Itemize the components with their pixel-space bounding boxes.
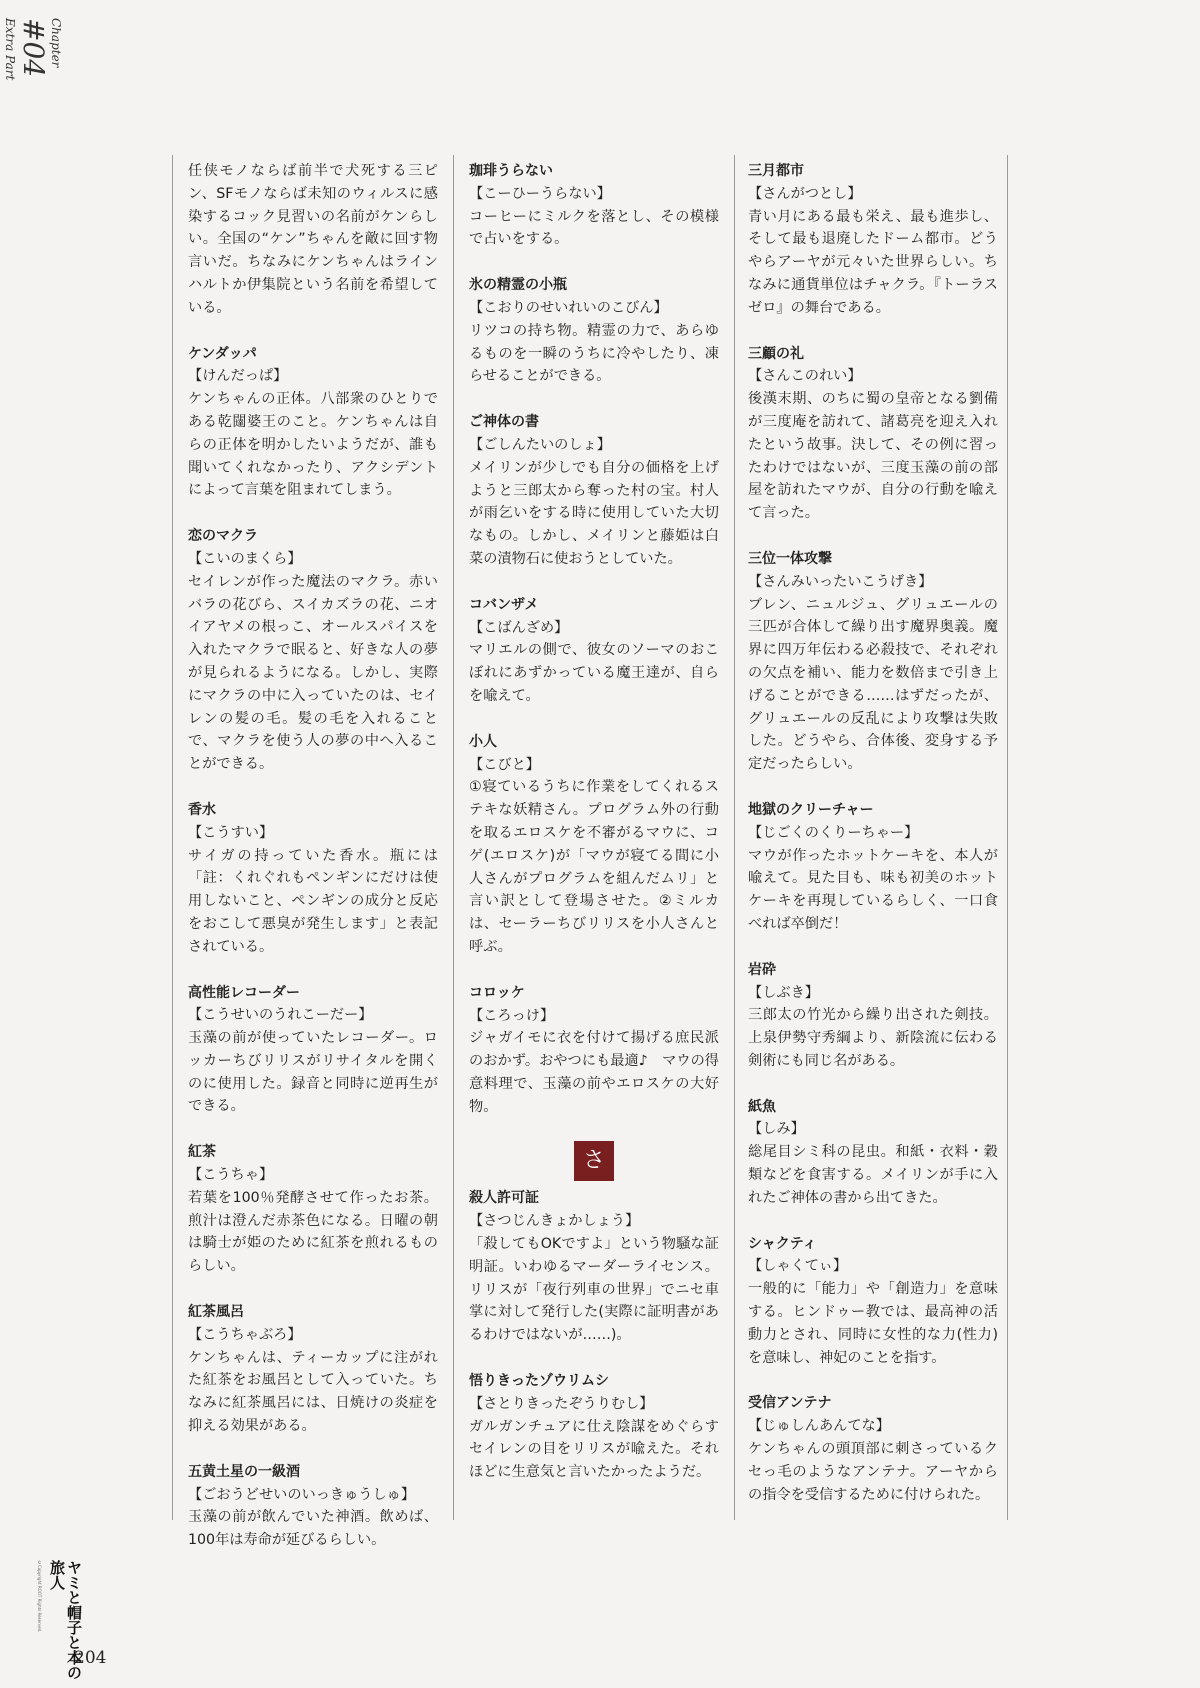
glossary-entry <box>469 982 719 1119</box>
entry-description: メイリンが少しでも自分の価格を上げようと三郎太から奪った村の宝。村人が雨乞いをする時に使用していた大切なもの。しかし、メイリンと藤姫は白菜の漬物石に使おうとしていた。 <box>469 459 719 567</box>
entry-reading: 【じゅしんあんてな】 <box>748 1418 890 1435</box>
entry-reading: 【こいのまくら】 <box>188 550 302 567</box>
glossary-entry <box>748 959 998 1073</box>
entry-term: 三位一体攻撃 <box>748 550 832 567</box>
entry-reading: 【こばんざめ】 <box>469 619 569 636</box>
entry-description: 玉藻の前が飲んでいた神酒。飲めば、100年は寿命が延びるらしい。 <box>188 1509 438 1549</box>
glossary-entry <box>188 1301 438 1438</box>
kana-section-mark: さ <box>574 1141 614 1181</box>
glossary-entry <box>748 548 998 776</box>
glossary-entry <box>748 1096 998 1210</box>
entry-term: コバンザメ <box>469 596 539 613</box>
entry-description: 後漢末期、のちに蜀の皇帝となる劉備が三度庵を訪れて、諸葛亮を迎え入れたという故事。決して、その例に習ったわけではないが、三度玉藻の前の部屋を訪れたマウが、自分の行動を喩えて言った。 <box>748 391 998 522</box>
glossary-entry <box>469 1370 719 1484</box>
glossary-entry <box>188 982 438 1119</box>
entry-term: 氷の精霊の小瓶 <box>469 277 567 294</box>
glossary-entry <box>748 343 998 525</box>
entry-term: 高性能レコーダー <box>188 984 300 1001</box>
entry-description: 総尾目シミ科の昆虫。和紙・衣料・穀類などを食害する。メイリンが手に入れたご神体の書から出てきた。 <box>748 1144 998 1206</box>
entry-term: 三顧の礼 <box>748 345 804 362</box>
entry-description: マウが作ったホットケーキを、本人が喩えて。見た目も、味も初美のホットケーキを再現しているらしく、一口食べれば卒倒だ！ <box>748 847 998 932</box>
entry-description: ケンちゃんの正体。八部衆のひとりである乾闥婆王のこと。ケンちゃんは自らの正体を明かしたいようだが、誰も聞いてくれなかったり、アクシデントによって言葉を阻まれてしまう。 <box>188 391 438 499</box>
entry-description: ガルガンチュアに仕え陰謀をめぐらすセイレンの目をリリスが喩えた。それほどに生意気と言いたかったようだ。 <box>469 1418 719 1481</box>
entry-reading: 【こびと】 <box>469 756 540 773</box>
entry-term: 三月都市 <box>748 163 804 179</box>
entry-reading: 【こおりのせいれいのこびん】 <box>469 299 668 316</box>
entry-reading: 【こーひーうらない】 <box>469 185 611 202</box>
entry-reading: 【こうせいのうれこーだー】 <box>188 1007 373 1024</box>
glossary-entry <box>469 594 719 708</box>
chapter-word: Chapter <box>49 18 63 68</box>
entry-term: 小人 <box>469 733 497 750</box>
entry-term: 殺人許可証 <box>469 1190 539 1207</box>
column-divider <box>453 155 454 1520</box>
entry-reading: 【しゃくてぃ】 <box>748 1258 848 1275</box>
glossary-entry <box>469 274 719 388</box>
entry-reading: 【さんがつとし】 <box>748 185 862 202</box>
column-divider <box>734 155 735 1520</box>
entry-reading: 【じごくのくりーちゃー】 <box>748 824 919 841</box>
entry-description: リツコの持ち物。精霊の力で、あらゆるものを一瞬のうちに冷やしたり、凍らせることができる。 <box>469 322 719 385</box>
page-number: 204 <box>74 1648 107 1668</box>
glossary-entry <box>469 160 719 251</box>
entry-description: セイレンが作った魔法のマクラ。赤いバラの花びら、スイカズラの花、ニオイアヤメの根っこ、オールスパイスを入れたマクラで眠ると、好きな人の夢が見られるようになる。しかし、実際にマクラの中に入っていたのは、セイレンの髪の毛。髪の毛を入れることで、マクラを使う人の夢の中へ入ることができる。 <box>188 573 438 773</box>
glossary-entry <box>748 1233 998 1370</box>
entry-reading: 【けんだっぱ】 <box>188 368 288 385</box>
entry-reading: 【しみ】 <box>748 1121 805 1138</box>
entry-description: コーヒーにミルクを落とし、その模様で占いをする。 <box>469 208 719 248</box>
entry-description: ①寝ているうちに作業をしてくれるステキな妖精さん。プログラム外の行動を取るエロスケを不審がるマウに、コゲ(エロスケ)が「マウが寝てる間に小人さんがプログラムを組んだムリ」と言い訳として登場させた。②ミルカは、セーラーちびリリスを小人さんと呼ぶ。 <box>469 779 719 955</box>
entry-reading: 【さつじんきょかしょう】 <box>469 1213 640 1230</box>
glossary-entry <box>748 160 998 320</box>
glossary-entry <box>469 731 719 959</box>
entry-description: 任侠モノならば前半で犬死する三ピン、SFモノならば未知のウィルスに感染するコック見習いの名前がケンらしい。全国の“ケン”ちゃんを敵に回す物言いだ。ちなみにケンちゃんはラインハルトか伊集院という名前を希望している。 <box>188 163 438 316</box>
glossary-entry <box>188 525 438 776</box>
entry-term: 岩砕 <box>748 961 776 978</box>
chapter-number: #04 <box>17 18 50 78</box>
glossary-entry <box>188 1461 438 1552</box>
entry-term: コロッケ <box>469 984 525 1001</box>
entry-term: 恋のマクラ <box>188 528 258 545</box>
book-title-text: ヤミと帽子と本の旅人 <box>48 1560 83 1680</box>
entry-description: ジャガイモに衣を付けて揚げる庶民派のおかず。おやつにも最適♪ マウの得意料理で、玉藻の前やエロスケの大好物。 <box>469 1030 719 1115</box>
entry-term: 紅茶風呂 <box>188 1304 244 1321</box>
entry-description: 青い月にある最も栄え、最も進歩し、そして最も退廃したドーム都市。どうやらアーヤが元々いた世界らしい。ちなみに通貨単位はチャクラ。『トーラスゼロ』の舞台である。 <box>748 208 998 316</box>
entry-description: 三郎太の竹光から繰り出された剣技。上泉伊勢守秀綱より、新陰流に伝わる剣術にも同じ名がある。 <box>748 1007 998 1069</box>
copyright-fine-print: ©Copyright ROOT Rights Reserved. <box>37 1560 42 1633</box>
glossary-entry <box>748 1392 998 1506</box>
entry-reading: 【ごおうどせいのいっきゅうしゅ】 <box>188 1486 416 1503</box>
glossary-entry <box>748 799 998 936</box>
entry-term: ご神体の書 <box>469 414 539 431</box>
glossary-entry <box>188 799 438 959</box>
entry-description: 「殺してもOKですよ」という物騒な証明証。いわゆるマーダーライセンス。リリスが「夜行列車の世界」でニセ車掌に対して発行した(実際に証明書があるわけではないが……)。 <box>469 1236 719 1344</box>
entry-reading: 【さとりきったぞうりむし】 <box>469 1395 654 1412</box>
entry-term: ケンダッパ <box>188 345 257 362</box>
entry-term: 五黄土星の一級酒 <box>188 1463 300 1480</box>
entry-term: 受信アンテナ <box>748 1395 832 1412</box>
entry-description: 若葉を100％発酵させて作ったお茶。煎汁は澄んだ赤茶色になる。日曜の朝は騎士が姫のために紅茶を煎れるものらしい。 <box>188 1189 438 1275</box>
glossary-column-2 <box>469 160 719 1507</box>
entry-term: 悟りきったゾウリムシ <box>469 1373 609 1390</box>
glossary-column-3 <box>748 160 998 1529</box>
glossary-entry <box>188 1141 438 1278</box>
entry-description: ブレン、ニュルジュ、グリュエールの三匹が合体して繰り出す魔界奥義。魔界に四万年伝わる必殺技で、それぞれの欠点を補い、能力を数倍まで引き上げることができる……はずだったが、グリュエールの反乱により攻撃は失敗した。どうやら、合体後、変身する予定だったらしい。 <box>748 596 998 773</box>
chapter-marker <box>3 18 64 138</box>
entry-reading: 【ころっけ】 <box>469 1007 555 1024</box>
entry-reading: 【ごしんたいのしょ】 <box>469 436 611 453</box>
entry-reading: 【しぶき】 <box>748 984 819 1001</box>
lead-paragraph-entry <box>188 160 438 320</box>
entry-term: 紙魚 <box>748 1098 776 1115</box>
entry-description: 玉藻の前が使っていたレコーダー。ロッカーちびリリスがリサイタルを開くのに使用した。録音と同時に逆再生ができる。 <box>188 1030 438 1115</box>
column-divider <box>172 155 173 1520</box>
entry-term: 地獄のクリーチャー <box>748 801 874 818</box>
glossary-entry <box>469 411 719 571</box>
entry-description: 一般的に「能力」や「創造力」を意味する。ヒンドゥー教では、最高神の活動力とされ、同時に女性的な力(性力)を意味し、神妃のことを指す。 <box>748 1281 998 1366</box>
entry-term: 紅茶 <box>188 1144 216 1161</box>
entry-reading: 【こうすい】 <box>188 824 274 841</box>
entry-description: ケンちゃんの頭頂部に刺さっているクセっ毛のようなアンテナ。アーヤからの指令を受信するために付けられた。 <box>748 1441 998 1503</box>
glossary-column-1 <box>188 160 438 1575</box>
entry-reading: 【さんこのれい】 <box>748 368 862 385</box>
entry-term: 珈琲うらない <box>469 163 553 179</box>
glossary-entry <box>188 343 438 503</box>
entry-reading: 【さんみいったいこうげき】 <box>748 573 933 590</box>
entry-term: 香水 <box>188 801 216 818</box>
glossary-entry <box>469 1187 719 1347</box>
column-divider <box>1007 155 1008 1520</box>
entry-description: マリエルの側で、彼女のソーマのおこぼれにあずかっている魔王達が、自らを喩えて。 <box>469 642 719 704</box>
entry-reading: 【こうちゃぶろ】 <box>188 1326 302 1343</box>
entry-description: ケンちゃんは、ティーカップに注がれた紅茶をお風呂として入っていた。ちなみに紅茶風呂には、日焼けの炎症を抑える効果がある。 <box>188 1349 438 1435</box>
entry-description: サイガの持っていた香水。瓶には「註：くれぐれもペンギンにだけは使用しないこと、ペンギンの成分と反応をおこして悪臭が発生します」と表記されている。 <box>188 847 438 955</box>
chapter-part: Extra Part <box>3 18 17 81</box>
entry-term: シャクティ <box>748 1235 817 1252</box>
entry-reading: 【こうちゃ】 <box>188 1167 274 1184</box>
